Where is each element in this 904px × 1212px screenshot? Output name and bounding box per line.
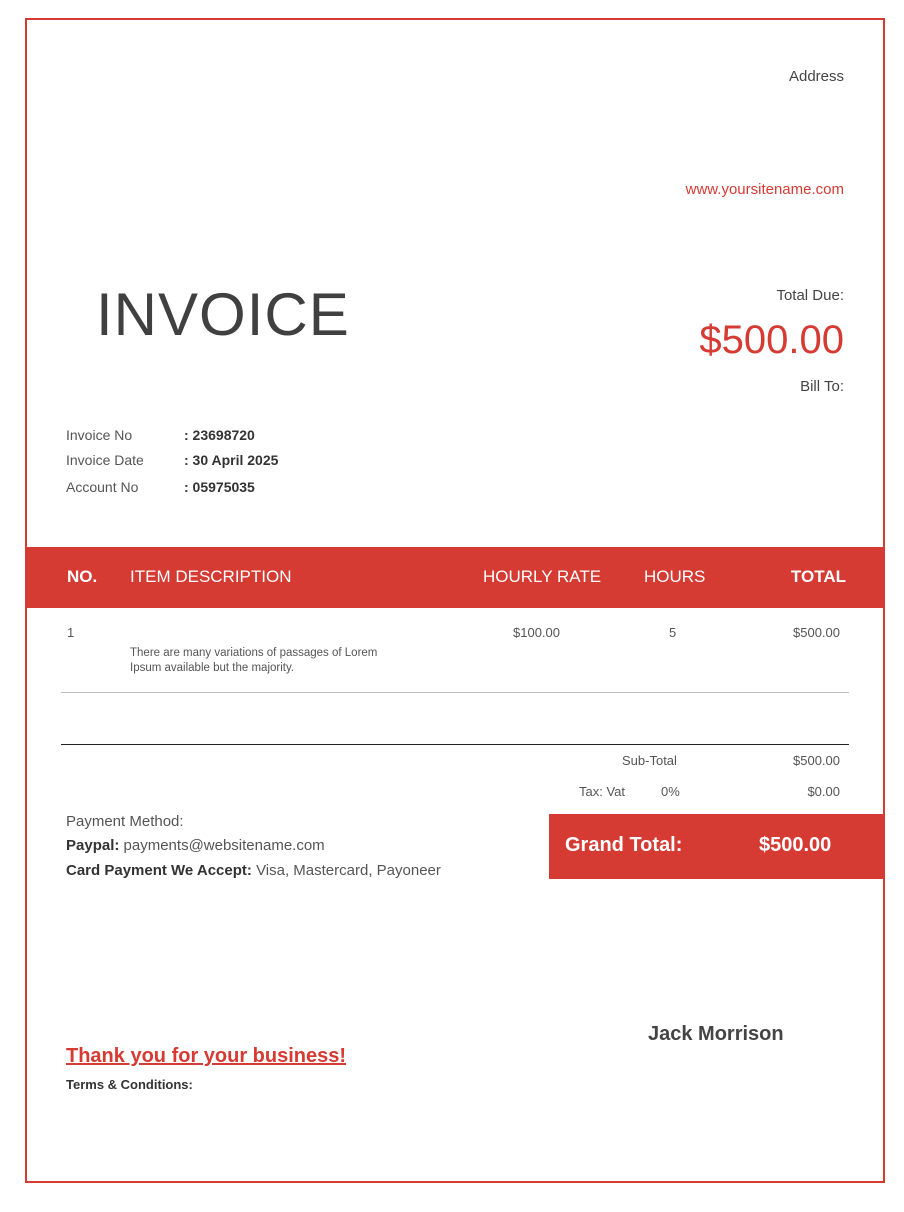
invoice-date-label: Invoice Date <box>66 452 144 468</box>
signature-name: Jack Morrison <box>648 1023 784 1045</box>
tax-label: Tax: Vat <box>579 784 626 799</box>
subtotal-label: Sub-Total <box>622 753 677 768</box>
row-rate: $100.00 <box>513 625 560 640</box>
account-no-value: : 05975035 <box>184 479 255 495</box>
page-title: INVOICE <box>96 281 350 348</box>
summary-divider <box>61 744 849 745</box>
invoice-date-value: : 30 April 2025 <box>184 452 279 468</box>
card-payment-label: Card Payment We Accept: <box>66 862 252 879</box>
account-no-label: Account No <box>66 479 139 495</box>
paypal-value: payments@websitename.com <box>123 837 325 854</box>
column-header-hours: HOURS <box>644 567 706 586</box>
grand-total-value: $500.00 <box>759 834 832 856</box>
card-payment-line <box>66 862 441 879</box>
row-total: $500.00 <box>793 625 840 640</box>
row-hours: 5 <box>669 625 677 640</box>
row-number: 1 <box>67 625 75 640</box>
paypal-label: Paypal: <box>66 837 120 854</box>
row-description: There are many variations of passages of Lorem Ipsum available but the majority. <box>130 647 378 674</box>
total-due-label: Total Due: <box>776 287 844 304</box>
terms-label: Terms & Conditions: <box>66 1077 193 1092</box>
column-header-hourly-rate: HOURLY RATE <box>483 567 602 586</box>
invoice-no-value: : 23698720 <box>184 427 255 443</box>
column-header-total: TOTAL <box>790 567 846 586</box>
total-due-amount: $500.00 <box>699 318 844 362</box>
tax-rate: 0% <box>661 784 680 799</box>
thank-you-message: Thank you for your business! <box>66 1045 347 1067</box>
table-header <box>27 547 884 608</box>
invoice-no-label: Invoice No <box>66 427 133 443</box>
paypal-line <box>66 837 325 854</box>
row-divider <box>61 692 849 693</box>
payment-method-label: Payment Method: <box>66 813 184 830</box>
subtotal-value: $500.00 <box>793 753 840 768</box>
grand-total-label: Grand Total: <box>565 834 683 856</box>
card-payment-value: Visa, Mastercard, Payoneer <box>256 862 441 879</box>
column-header-no: NO. <box>67 567 98 586</box>
address-label: Address <box>788 68 844 85</box>
column-header-description: ITEM DESCRIPTION <box>130 567 292 586</box>
tax-value: $0.00 <box>807 784 840 799</box>
grand-total-box <box>549 814 884 879</box>
bill-to-label: Bill To: <box>800 378 844 395</box>
website-link[interactable]: www.yoursitename.com <box>685 181 844 198</box>
